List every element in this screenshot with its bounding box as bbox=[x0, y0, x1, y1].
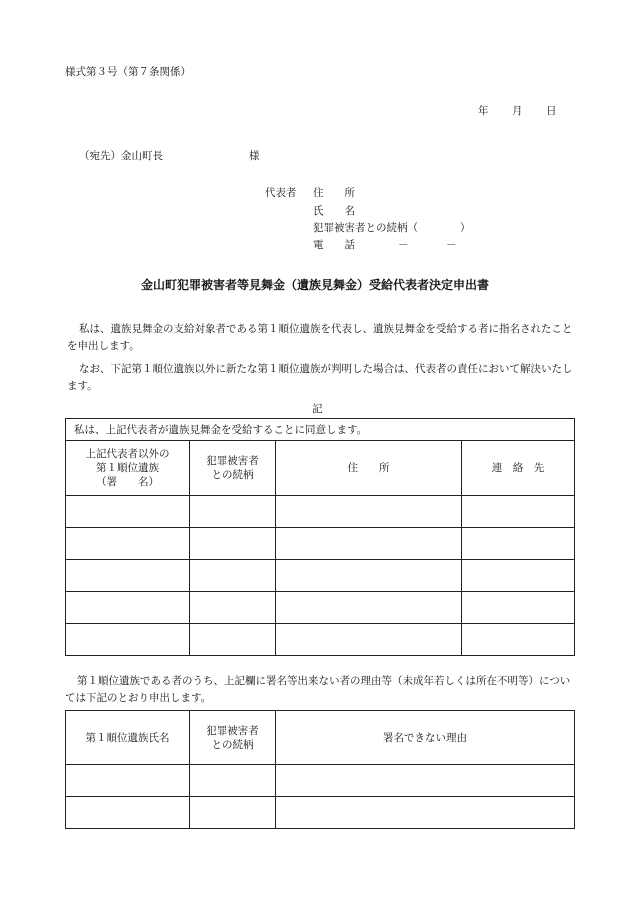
header-contact: 連 絡 先 bbox=[462, 441, 575, 496]
header-relation bbox=[190, 441, 276, 496]
contact-cell[interactable] bbox=[462, 624, 575, 656]
table-row bbox=[66, 624, 575, 656]
representative-relation-label: 犯罪被害者との続柄（ ） bbox=[313, 222, 471, 234]
address-cell[interactable] bbox=[276, 624, 462, 656]
address-cell[interactable] bbox=[276, 496, 462, 528]
date-month: 月 bbox=[512, 105, 523, 117]
form-number: 様式第３号（第７条関係） bbox=[65, 66, 191, 78]
ki-label: 記 bbox=[312, 403, 323, 415]
header-other-bereaved-line1: 上記代表者以外の bbox=[85, 448, 170, 460]
table-row bbox=[66, 592, 575, 624]
signature-cell[interactable] bbox=[66, 528, 190, 560]
relation-cell[interactable] bbox=[190, 797, 276, 829]
honorific: 様 bbox=[249, 150, 260, 162]
consent-statement: 私は、上記代表者が遺族見舞金を受給することに同意します。 bbox=[66, 419, 575, 441]
paragraph-representation: 私は、遺族見舞金の支給対象者である第１順位遺族を代表し、遺族見舞金を受給する者に指名されたことを申出します。 bbox=[67, 323, 573, 352]
signature-cell[interactable] bbox=[66, 496, 190, 528]
header-relation-line2: との続柄 bbox=[211, 469, 254, 481]
relation-cell[interactable] bbox=[190, 624, 276, 656]
relation-cell[interactable] bbox=[190, 560, 276, 592]
bereaved-name-cell[interactable] bbox=[66, 765, 190, 797]
header-relation bbox=[190, 711, 276, 765]
relation-cell[interactable] bbox=[190, 496, 276, 528]
relation-cell[interactable] bbox=[190, 765, 276, 797]
table-row bbox=[66, 765, 575, 797]
table-row bbox=[66, 560, 575, 592]
header-address: 住 所 bbox=[276, 441, 462, 496]
contact-cell[interactable] bbox=[462, 592, 575, 624]
consent-table bbox=[65, 418, 575, 656]
paragraph-responsibility: なお、下記第１順位遺族以外に新たな第１順位遺族が判明した場合は、代表者の責任において解決いたします。 bbox=[67, 363, 573, 392]
representative-name-label: 氏 名 bbox=[313, 205, 355, 217]
address-cell[interactable] bbox=[276, 528, 462, 560]
date-day: 日 bbox=[546, 105, 557, 117]
reason-cell[interactable] bbox=[276, 765, 575, 797]
header-relation-line1: 犯罪被害者 bbox=[206, 455, 259, 467]
document-title: 金山町犯罪被害者等見舞金（遺族見舞金）受給代表者決定申出書 bbox=[140, 278, 489, 292]
header-other-bereaved-line3: （署 名） bbox=[96, 476, 159, 488]
table-row bbox=[66, 496, 575, 528]
signature-cell[interactable] bbox=[66, 592, 190, 624]
address-cell[interactable] bbox=[276, 592, 462, 624]
address-cell[interactable] bbox=[276, 560, 462, 592]
representative-heading: 代表者 bbox=[265, 187, 297, 199]
contact-cell[interactable] bbox=[462, 496, 575, 528]
signature-cell[interactable] bbox=[66, 560, 190, 592]
contact-cell[interactable] bbox=[462, 528, 575, 560]
header-bereaved-name: 第１順位遺族氏名 bbox=[66, 711, 190, 765]
addressee: （宛先）金山町長 bbox=[79, 150, 163, 162]
representative-phone-label: 電 話 bbox=[313, 239, 355, 251]
bereaved-name-cell[interactable] bbox=[66, 797, 190, 829]
header-other-bereaved-line2: 第１順位遺族 bbox=[96, 462, 159, 474]
date-year: 年 bbox=[478, 105, 489, 117]
representative-address-label: 住 所 bbox=[313, 187, 355, 199]
header-other-bereaved bbox=[66, 441, 190, 496]
header-relation-line2: との続柄 bbox=[211, 738, 254, 751]
unable-to-sign-table bbox=[65, 710, 575, 829]
table-row bbox=[66, 797, 575, 829]
header-reason: 署名できない理由 bbox=[276, 711, 575, 765]
contact-cell[interactable] bbox=[462, 560, 575, 592]
phone-dash-2: － bbox=[446, 239, 457, 251]
table-row bbox=[66, 528, 575, 560]
reason-cell[interactable] bbox=[276, 797, 575, 829]
relation-cell[interactable] bbox=[190, 528, 276, 560]
paragraph-unable-to-sign: 第１順位遺族である者のうち、上記欄に署名等出来ない者の理由等（未成年若しくは所在不明等）については下記のとおり申出します。 bbox=[65, 675, 571, 704]
phone-dash-1: － bbox=[398, 239, 409, 251]
signature-cell[interactable] bbox=[66, 624, 190, 656]
relation-cell[interactable] bbox=[190, 592, 276, 624]
header-relation-line1: 犯罪被害者 bbox=[206, 724, 259, 737]
